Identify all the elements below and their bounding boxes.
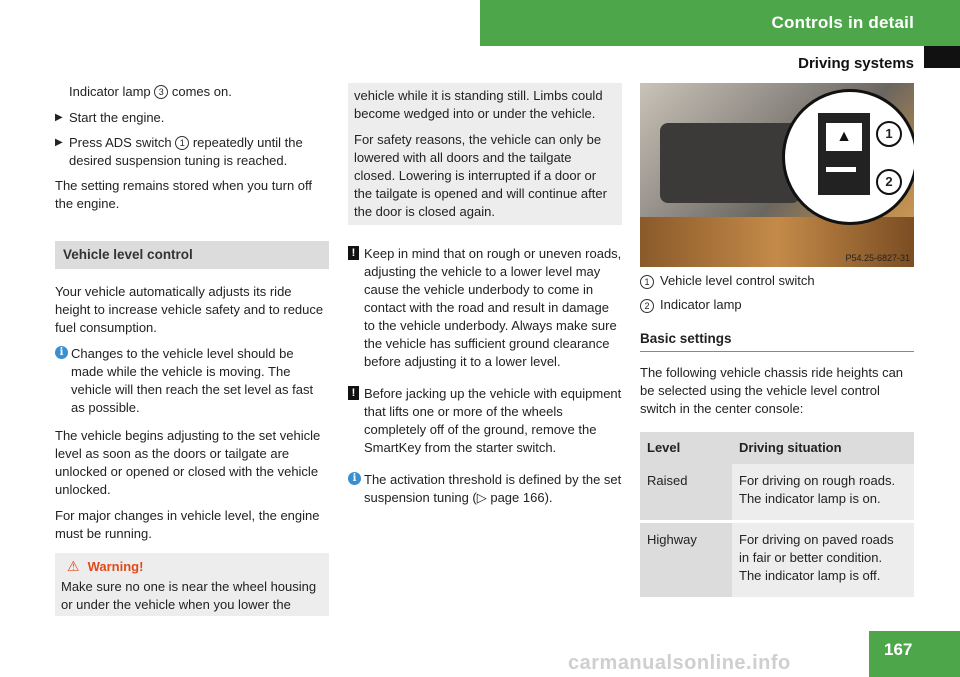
step-start-engine: ▶ Start the engine. xyxy=(55,110,165,125)
level-cell: Highway xyxy=(640,522,732,598)
section-title: Driving systems xyxy=(798,55,914,72)
triangle-right-icon: ▶ xyxy=(55,137,63,148)
step-press-ads: ▶ Press ADS switch 1 repeatedly until the desired suspension tuning is reached. xyxy=(55,135,303,168)
chapter-title: Controls in detail xyxy=(771,13,914,32)
adjust-text: The vehicle begins adjusting to the set vehicle level as soon as the doors or tailgate are unlocked or opened or closed with the vehicle unlocked. xyxy=(55,428,321,497)
note-jacking: ! Before jacking up the vehicle with equipment that lifts one or more of the wheels completely off of the ground, remove the SmartKey from the starter switch. xyxy=(348,385,622,457)
triangle-right-icon: ▶ xyxy=(55,112,63,123)
basic-text: The following vehicle chassis ride heights can be selected using the vehicle level control switch in the center console: xyxy=(640,365,904,416)
intro-text: Your vehicle automatically adjusts its ride height to increase vehicle safety and to reduce fuel consumption. xyxy=(55,284,324,335)
callout-2: 2 xyxy=(876,169,902,195)
situation-cell: For driving on paved roads in fair or better condition. The indicator lamp is off. xyxy=(732,522,914,598)
note-rough-roads: ! Keep in mind that on rough or uneven roads, adjusting the vehicle to a lower level may cause the vehicle underbody to come in contact with the road and result in damage to the vehicle underbody. Always make sure the vehicle has sufficient ground clearance before adjusting it to a lower level. xyxy=(348,245,622,371)
engine-text: For major changes in vehicle level, the engine must be running. xyxy=(55,508,320,541)
level-table xyxy=(640,432,914,597)
watermark: carmanualsonline.info xyxy=(568,652,791,674)
stored-text: The setting remains stored when you turn off the engine. xyxy=(55,178,313,211)
console-panel xyxy=(660,123,800,203)
warning-triangle-icon: ⚠ xyxy=(67,558,80,574)
warning-header: ⚠ Warning! xyxy=(67,558,144,574)
table-row xyxy=(640,522,914,598)
basic-settings-heading: Basic settings xyxy=(640,330,914,352)
column-middle xyxy=(348,83,622,517)
warning-text: Make sure no one is near the wheel housing or under the vehicle when you lower the xyxy=(61,579,317,612)
column-left xyxy=(55,83,329,616)
column-right xyxy=(640,272,914,597)
col-level-header: Level xyxy=(640,432,732,464)
info-note: i Changes to the vehicle level should be made while the vehicle is moving. The vehicle will then reach the set level as fast as possible. xyxy=(55,345,329,417)
col-situation-header: Driving situation xyxy=(732,432,914,464)
info-icon: i xyxy=(348,472,361,485)
level-cell: Raised xyxy=(640,464,732,522)
lamp-line: Indicator lamp 3 comes on. xyxy=(69,84,232,99)
exclamation-icon: ! xyxy=(348,246,359,260)
exclamation-icon: ! xyxy=(348,386,359,400)
info-threshold: i The activation threshold is defined by the set suspension tuning (▷ page 166). xyxy=(348,471,622,507)
table-row xyxy=(640,464,914,522)
info-icon: i xyxy=(55,346,68,359)
page-number-box xyxy=(869,631,960,677)
callout-1: 1 xyxy=(175,136,189,150)
situation-cell: For driving on rough roads. The indicator lamp is on. xyxy=(732,464,914,522)
header-marker xyxy=(924,46,960,68)
image-code: P54.25-6827-31 xyxy=(845,253,910,263)
warning-continued: vehicle while it is standing still. Limbs could become wedged into or under the vehicle. For safety reasons, the vehicle can only be lowered with all doors and the tailgate closed. Lowering is interrupted if a door or the tailgate is opened and will continue after the door is closed again. xyxy=(348,83,622,225)
indicator-lamp-strip xyxy=(826,167,856,172)
callout-1: 1 xyxy=(876,121,902,147)
legend-lamp: 2 Indicator lamp xyxy=(640,296,914,314)
warning-box xyxy=(55,553,329,616)
section-heading: Vehicle level control xyxy=(55,241,329,269)
console-photo xyxy=(640,83,914,267)
legend-switch: 1 Vehicle level control switch xyxy=(640,272,914,290)
callout-3: 3 xyxy=(154,85,168,99)
table-header-row xyxy=(640,432,914,464)
page-number: 167 xyxy=(884,640,913,659)
car-level-icon: ▲ xyxy=(826,123,862,151)
